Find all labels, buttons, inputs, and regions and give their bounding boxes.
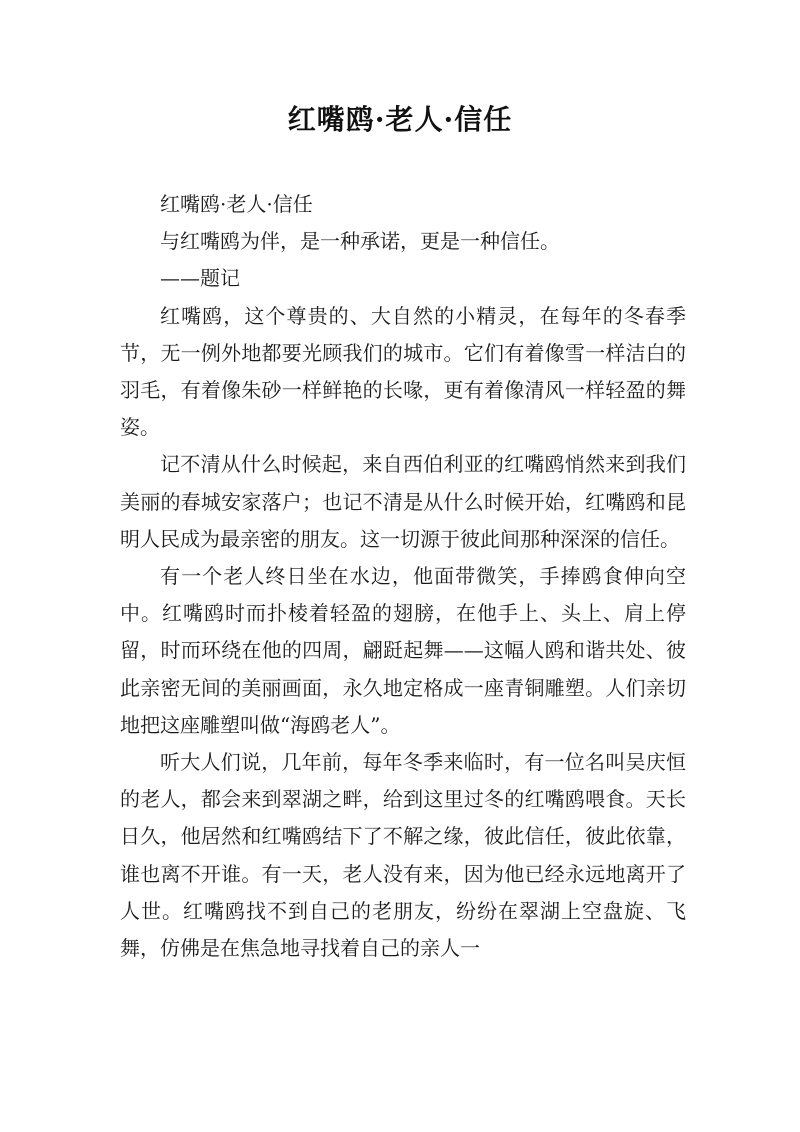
document-body — [120, 186, 686, 967]
document-title: 红嘴鸥·老人·信任 — [287, 103, 513, 136]
paragraph-subtitle: 红嘴鸥·老人·信任 — [160, 192, 313, 216]
paragraph-epigraph: 与红嘴鸥为伴，是一种承诺，更是一种信任。 — [160, 229, 560, 254]
paragraph-body: 听大人们说，几年前，每年冬季来临时，有一位名叫吴庆恒的老人，都会来到翠湖之畔，给到这里过冬的红嘴鸥喂食。天长日久，他居然和红嘴鸥结下了不解之缘，彼此信任，彼此依靠，谁也离不开谁。有一天，老人没有来，因为他已经永远地离开了人世。红嘴鸥找不到自己的老朋友，纷纷在翠湖上空盘旋、飞舞，仿佛是在焦急地寻找着自己的亲人一 — [120, 750, 686, 961]
paragraph-body: 红嘴鸥，这个尊贵的、大自然的小精灵，在每年的冬春季节，无一例外地都要光顾我们的城市。它们有着像雪一样洁白的羽毛，有着像朱砂一样鲜艳的长喙，更有着像清风一样轻盈的舞姿。 — [120, 303, 686, 440]
paragraph-body: 记不清从什么时候起，来自西伯利亚的红嘴鸥悄然来到我们美丽的春城安家落户；也记不清是从什么时候开始，红嘴鸥和昆明人民成为最亲密的朋友。这一切源于彼此间那种深深的信任。 — [120, 452, 686, 551]
paragraph-epigraph-attribution: ——题记 — [160, 266, 240, 291]
paragraph-body: 有一个老人终日坐在水边，他面带微笑，手捧鸥食伸向空中。红嘴鸥时而扑棱着轻盈的翅膀，在他手上、头上、肩上停留，时而环绕在他的四周，翩跹起舞——这幅人鸥和谐共处、彼此亲密无间的美丽画面，永久地定格成一座青铜雕塑。人们亲切地把这座雕塑叫做“海鸥老人”。 — [120, 564, 686, 737]
